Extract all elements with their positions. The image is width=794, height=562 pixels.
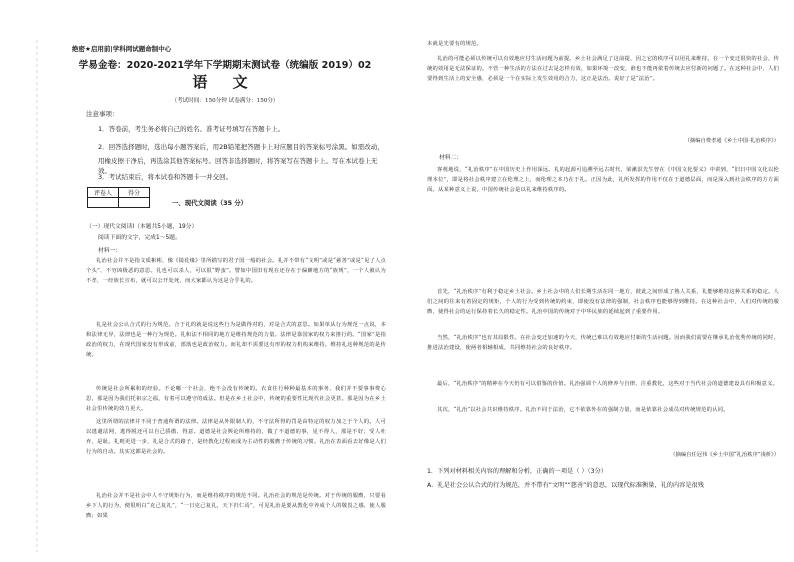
right-page xyxy=(397,0,794,562)
question-1: 1．下列对材料相关内容的理解和分析，正确的一项是（ ）（3分） xyxy=(427,468,607,475)
attribution-1: （摘编自费孝通《乡土中国·礼治秩序》） xyxy=(684,138,779,144)
exam-info: （考试时间：150分钟 试卷满分：150分） xyxy=(171,98,279,104)
binding-line xyxy=(30,40,44,552)
material-1-label: 材料一： xyxy=(98,248,122,254)
source-label: 绝密★启用前|学科网试题命制中心 xyxy=(72,45,172,53)
paragraph: 礼治的可能必须以传统可以有效地应付生活问题为前提。乡土社会满足了这前提，因之它的秩序可以用礼来维持。在一个变迁很快的社会，传统的效用是无法保证的。不管一种生活的方法在过去是怎样有效，如果环境一改变，谁也不能再依着传统去应付新的问题了。在这种社会中，人们要得到生活上的安全感，必须是一个在实际上发生效用的合力，这正是法治。说好了是“法治”。 xyxy=(427,56,779,82)
exam-title: 学易金卷：2020-2021学年下学期期末测试卷（统编版 2019）02 xyxy=(78,60,372,71)
sub-section-heading: （一）现代文阅读Ⅰ（本题共5小题，19分） xyxy=(86,224,198,230)
paragraph: 最后，“礼治秩序”的精神在今天仍有可以借鉴的价值。礼治强调个人的修养与自律，注重教化，这些对于当代社会的道德建设具有积极意义。 xyxy=(437,381,779,387)
paragraph: 礼是社会公认合式的行为规范。合于礼的就是说这些行为是做得对的，对是合式的意思。如果单从行为规范一点说，本和法律无异，法律也是一种行为规范。礼和法不相同的地方是维持规范的力量。法律是靠国家的权力来推行的。“国家”是指政治的权力，在现代国家没有形成前，部落也是政治权力。而礼却不需要这有形的权力机构来维持。维持礼这种规范的是传统。 xyxy=(86,322,386,358)
grader-table xyxy=(87,187,150,208)
section-title: 一、现代文阅读（35 分） xyxy=(172,199,248,207)
paragraph: 当然，“礼治秩序”也有其局限性。在社会变迁加速的今天，传统已难以有效地应付新的生活问题。因而我们需要在继承礼治优秀传统的同时，推进法治建设，使两者相辅相成，共同维持社会的良好秩序。 xyxy=(427,335,779,351)
note-item-3: 3．考试结束后，将本试卷和答题卡一并交回。 xyxy=(98,173,233,181)
question-1-option-a: A．礼是社会公认合式的行为规范，并不带有“文明”“慈善”的意思，以现代标准衡量，礼的内容是很残 xyxy=(427,482,704,489)
paragraph: 传统是社会所累积的经验。不论哪一个社会，绝不会没有传统的。衣食住行种种最基本的事务，我们并不要事事费心思，那是因为我们托祖宗之福，有着可以遵守的成法。但是在乡土社会中，传统的重要性比现代社会更甚。那是因为在乡土社会里传统的效力更大。 xyxy=(86,386,386,412)
paragraph-continuation: 本就是先要有的规范。 xyxy=(427,41,482,47)
paragraph: 首先，“礼治秩序”有利于稳定乡土社会。乡土社会中的人们长期生活在同一地方，彼此之间形成了熟人关系，礼能够维持这种关系的稳定。人们之间的往来有着固定的规矩，个人的行为受到传统的约束，即使没有法律的强制，社会秩序也能够得到维持。在这种社会中，人们对传统的服膺，使得社会的运行保持着长久的稳定性。礼治中国的传统对于中华民族的延续起到了重要作用。 xyxy=(427,289,779,315)
paragraph: 其次，“礼治”以社会共识维持秩序。礼治不同于法治，它不依靠外在的强制力量，而是依靠社会成员对传统规范的认同。 xyxy=(437,407,729,413)
grader-label: 评卷人 xyxy=(88,188,119,198)
paragraph: 这里所谓的法律并不同于普通所谓的法律。法律是从外限制人的，不守法所得的罚是由特定的权力加之于个人的。人可以逃避法网，逃得脱还可以自己骄傲、得意。道德是社会舆论所维持的，做了不道德的事，见不得人，那是不好；受人吐弃，是耻。礼则更进一步，礼是合式的路子，是经教化过程而成为主动性的服膺于传统的习惯。礼治在表面看去好像是人们行为的自动。其实这都是社会的。 xyxy=(86,419,386,455)
paragraph: 礼治社会并不是指文质彬彬，像《镜花缘》里所描写的君子国一般的社会。礼并不带有“文明”或是“慈善”或是“见了人点个头”、不穷凶极恶的意思。礼也可以杀人，可以很“野蛮”。譬如中国旧有现在还存在于偏僻地方的“族规”，一个人被认为不孝，一经族长宣布，就可以公开处死，而大家都认为这是合乎礼的。 xyxy=(86,258,386,284)
note-item-2-cont: 用橡皮擦干净后，再选涂其他答案标号。回答非选择题时，将答案写在答题卡上。写在本试卷上无效。 xyxy=(98,157,378,175)
instruction: 阅读下面的文字，完成1～5题。 xyxy=(98,235,181,241)
note-item-2: 2．回答选择题时，选出每小题答案后，用2B铅笔把答题卡上对应题目的答案标号涂黑。如需改动， xyxy=(98,143,384,151)
attribution-2: （摘编自任冠伟《乡土中国“礼治秩序”浅析》） xyxy=(670,452,779,458)
subject-title: 语 文 xyxy=(192,73,258,91)
score-label: 得分 xyxy=(119,188,150,198)
note-item-1: 1．答卷前，考生务必将自己的姓名、准考证号填写在答题卡上。 xyxy=(98,125,285,133)
paragraph: 礼治社会并不是社会中人不守规矩行为，而是维持秩序的规范不同。礼治社会的规范是传统。对于传统的服膺，只要看乡下人的行为，便很明白“克己复礼”，“一日克己复礼，天下归仁焉”，可见礼治是要从教化中养成个人的敬畏之感，使人服膺；如果 xyxy=(86,493,386,519)
score-cell xyxy=(119,198,150,208)
grader-cell xyxy=(88,198,119,208)
paragraph: 客观地说，“礼治秩序”在中国历史上作用深远。礼的起源可追溯至远古时代，梁漱溟先生曾在《中国文化要义》中讲到，“旧日中国文化以伦理本位”，即是将社会秩序建立在伦理之上，而伦理之本乃在于礼。正因为此，礼所发挥的作用不仅在于道德层面，而是深入到社会秩序的方方面面。从某种意义上说，中国传统社会是以礼来维持秩序的。 xyxy=(427,167,779,193)
notes-heading: 注意事项： xyxy=(86,110,119,118)
material-2-label: 材料二： xyxy=(439,155,463,161)
